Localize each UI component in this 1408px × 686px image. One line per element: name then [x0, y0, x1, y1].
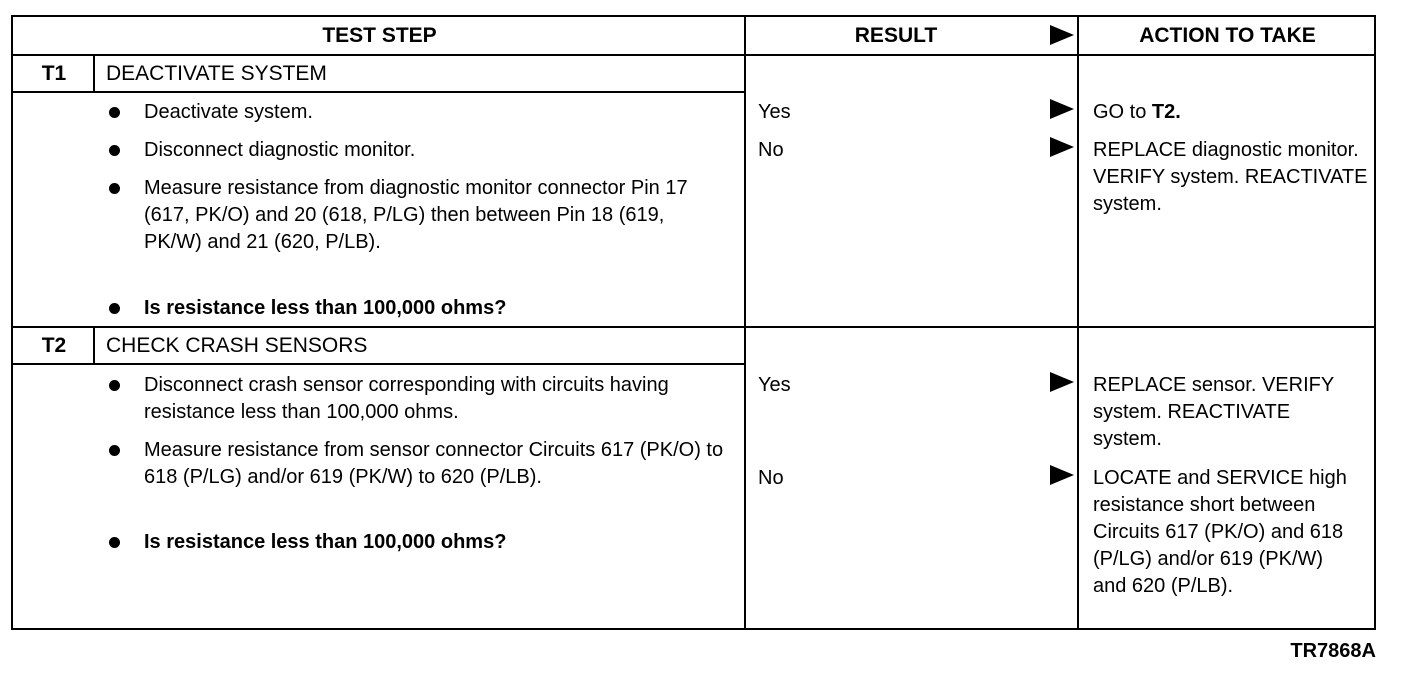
t2-action-yes: REPLACE sensor. VERIFY system. REACTIVATE system. — [1093, 374, 1334, 450]
row-divider-t2 — [13, 326, 1376, 328]
t1-step-3: Measure resistance from diagnostic monitor connector Pin 17 (617, PK/O) and 20 (618, P/LG) then between Pin 18 (619, PK/W) and 21 (620, P/LB). — [144, 177, 688, 253]
t2-result-yes: Yes — [758, 374, 791, 396]
t1-step-2: Disconnect diagnostic monitor. — [144, 139, 416, 161]
t2-bullet-icon — [109, 380, 120, 391]
t1-yes-arrow-icon — [1050, 99, 1074, 119]
t1-action-no: REPLACE diagnostic monitor. VERIFY system. REACTIVATE system. — [1093, 139, 1368, 215]
t2-id: T2 — [41, 334, 67, 357]
col-divider-result — [744, 17, 746, 630]
t2-step-1: Disconnect crash sensor corresponding with circuits having resistance less than 100,000 ohms. — [144, 374, 669, 423]
t1-no-arrow-icon — [1050, 137, 1074, 157]
t1-bullet-icon — [109, 107, 120, 118]
t2-question: Is resistance less than 100,000 ohms? — [144, 531, 507, 553]
t1-result-yes: Yes — [758, 101, 791, 123]
t2-bullet-icon — [109, 537, 120, 548]
test-table — [11, 15, 1376, 630]
header-divider — [13, 54, 1376, 56]
t2-result-no: No — [758, 467, 784, 489]
t2-action-no: LOCATE and SERVICE high resistance short between Circuits 617 (PK/O) and 618 (P/LG) and/or 619 (PK/W) and 620 (P/LB). — [1093, 467, 1347, 597]
t2-yes-arrow-icon — [1050, 372, 1074, 392]
t2-bullet-icon — [109, 445, 120, 456]
header-result: RESULT — [854, 24, 938, 47]
t1-step-1: Deactivate system. — [144, 101, 313, 123]
t1-action-yes: GO to T2. — [1093, 101, 1181, 123]
t2-title: CHECK CRASH SENSORS — [106, 334, 368, 357]
t1-title: DEACTIVATE SYSTEM — [106, 62, 327, 85]
t1-question: Is resistance less than 100,000 ohms? — [144, 297, 507, 319]
t1-bullet-icon — [109, 183, 120, 194]
header-action: ACTION TO TAKE — [1139, 24, 1316, 47]
figure-id: TR7868A — [1290, 640, 1376, 662]
t1-bullet-icon — [109, 145, 120, 156]
t2-step-2: Measure resistance from sensor connector Circuits 617 (PK/O) to 618 (P/LG) and/or 619 (PK/W) to 620 (P/LB). — [144, 439, 724, 488]
t1-bullet-icon — [109, 303, 120, 314]
col-divider-action — [1077, 17, 1079, 630]
t2-no-arrow-icon — [1050, 465, 1074, 485]
t1-id: T1 — [41, 62, 67, 85]
t1-result-no: No — [758, 139, 784, 161]
t1-title-underline — [13, 91, 746, 93]
header-test-step: TEST STEP — [322, 24, 437, 47]
t2-title-underline — [13, 363, 746, 365]
header-arrow-icon — [1050, 25, 1074, 45]
